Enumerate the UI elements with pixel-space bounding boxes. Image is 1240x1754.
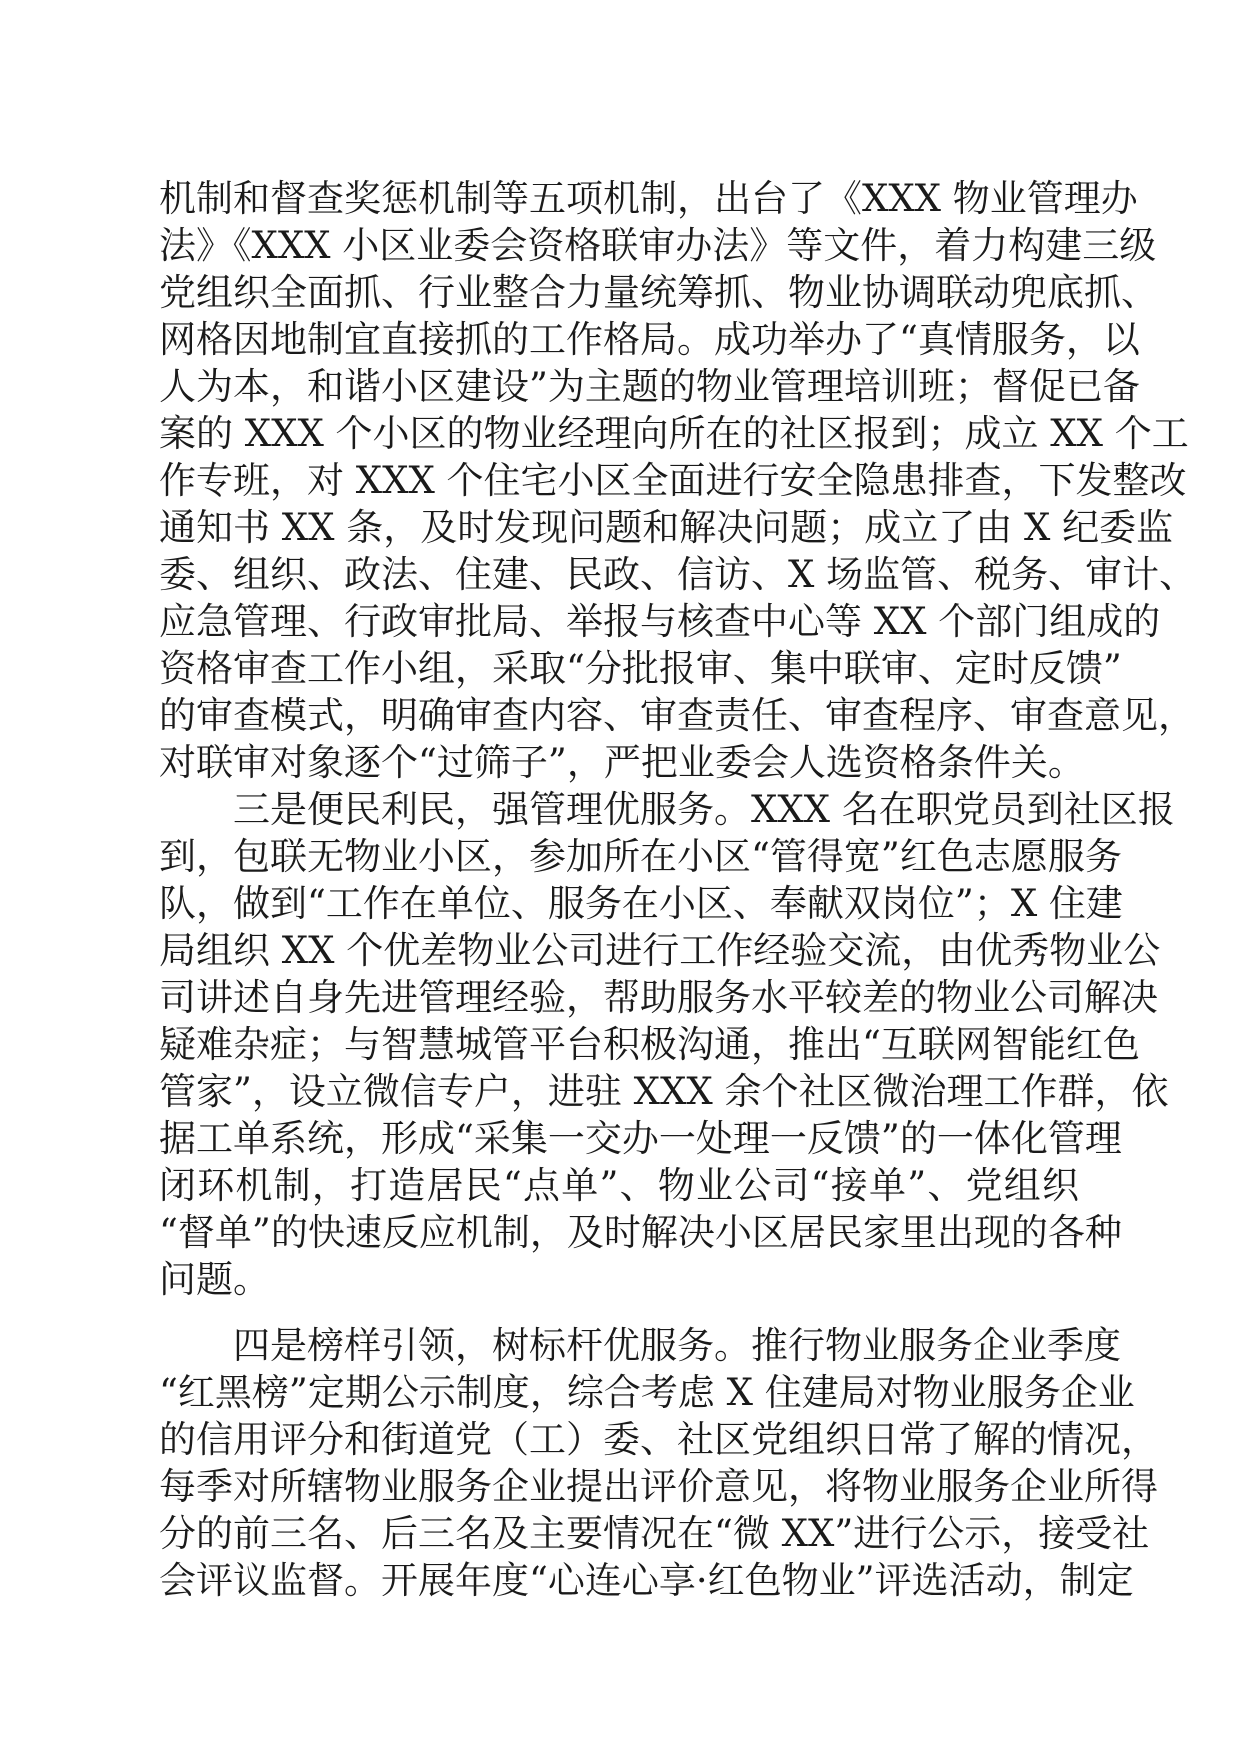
paragraph-three-convenience <box>159 786 1175 1303</box>
text-line: 通知书 XX 条，及时发现问题和解决问题；成立了由 X 纪委监 <box>159 506 1174 549</box>
text-line: 四是榜样引领，树标杆优服务。推行物业服务企业季度 <box>159 1324 1121 1367</box>
text-line: 问题。 <box>159 1258 270 1301</box>
text-line: 分的前三名、后三名及主要情况在“微 XX”进行公示，接受社 <box>159 1512 1150 1555</box>
body-text <box>159 175 1197 1604</box>
text-line: “督单”的快速反应机制，及时解决小区居民家里出现的各种 <box>159 1211 1122 1254</box>
text-line: 党组织全面抓、行业整合力量统筹抓、物业协调联动兜底抓、 <box>159 271 1158 314</box>
text-line: 作专班，对 XXX 个住宅小区全面进行安全隐患排查，下发整改 <box>159 459 1187 502</box>
text-line: 机制和督查奖惩机制等五项机制，出台了《XXX 物业管理办 <box>159 177 1138 220</box>
text-line: 据工单系统，形成“采集一交办一处理一反馈”的一体化管理 <box>159 1117 1122 1160</box>
text-line: 每季对所辖物业服务企业提出评价意见，将物业服务企业所得 <box>159 1465 1158 1508</box>
text-line: 会评议监督。开展年度“心连心享·红色物业”评选活动，制定 <box>159 1559 1134 1602</box>
paragraph-mechanism-continuation <box>159 175 1197 786</box>
text-line: “红黑榜”定期公示制度，综合考虑 X 住建局对物业服务企业 <box>159 1371 1135 1414</box>
text-line: 应急管理、行政审批局、举报与核查中心等 XX 个部门组成的 <box>159 600 1161 643</box>
text-line: 法》《XXX 小区业委会资格联审办法》等文件，着力构建三级 <box>159 224 1157 267</box>
text-line: 管家”，设立微信专户，进驻 XXX 余个社区微治理工作群，依 <box>159 1070 1169 1113</box>
text-line: 的信用评分和街道党（工）委、社区党组织日常了解的情况， <box>159 1418 1158 1461</box>
text-line: 三是便民利民，强管理优服务。XXX 名在职党员到社区报 <box>159 788 1175 831</box>
text-line: 网格因地制宜直接抓的工作格局。成功举办了“真情服务，以 <box>159 318 1140 361</box>
text-line: 案的 XXX 个小区的物业经理向所在的社区报到；成立 XX 个工 <box>159 412 1189 455</box>
text-line: 闭环机制，打造居民“点单”、物业公司“接单”、党组织 <box>159 1164 1079 1207</box>
text-line: 局组织 XX 个优差物业公司进行工作经验交流，由优秀物业公 <box>159 929 1161 972</box>
paragraph-four-role-model <box>159 1322 1158 1604</box>
text-line: 司讲述自身先进管理经验，帮助服务水平较差的物业公司解决 <box>159 976 1158 1019</box>
text-line: 队，做到“工作在单位、服务在小区、奉献双岗位”；X 住建 <box>159 882 1123 925</box>
text-line: 资格审查工作小组，采取“分批报审、集中联审、定时反馈” <box>159 647 1122 690</box>
text-line: 人为本，和谐小区建设”为主题的物业管理培训班；督促已备 <box>159 365 1140 408</box>
text-line: 疑难杂症；与智慧城管平台积极沟通，推出“互联网智能红色 <box>159 1023 1140 1066</box>
text-line: 对联审对象逐个“过筛子”，严把业委会人选资格条件关。 <box>159 741 1085 784</box>
text-line: 的审查模式，明确审查内容、审查责任、审查程序、审查意见， <box>159 694 1195 737</box>
text-line: 到，包联无物业小区，参加所在小区“管得宽”红色志愿服务 <box>159 835 1122 878</box>
text-line: 委、组织、政法、住建、民政、信访、X 场监管、税务、审计、 <box>159 553 1197 596</box>
